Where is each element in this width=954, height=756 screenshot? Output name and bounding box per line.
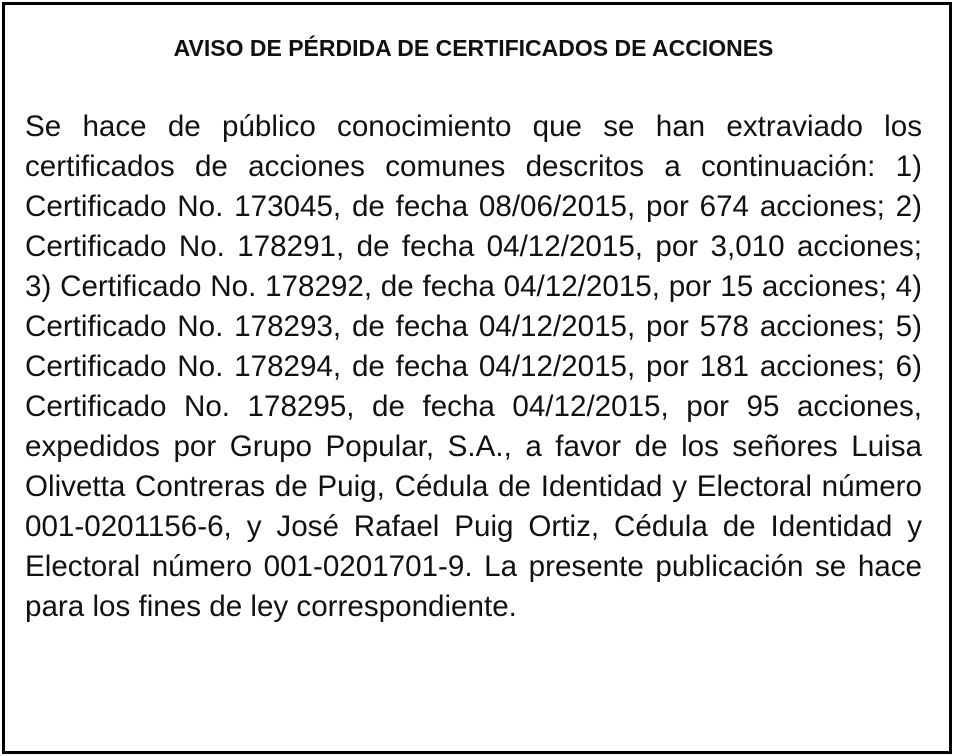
notice-title: AVISO DE PÉRDIDA DE CERTIFICADOS DE ACCIONES (173, 35, 774, 61)
notice-body: Se hace de público conocimiento que se han extraviado los certificados de acciones comunes descritos a continuación: 1) Certificado No. 173045, de fecha 08/06/2015, por 674 acciones; 2) Certificado No. 178291, de fecha 04/12/2015, por 3,010 acciones; 3) Certificado No. 178292, de fecha 04/12/2015, por 15 acciones; 4) Certificado No. 178293, de fecha 04/12/2015, por 578 acciones; 5) Certificado No. 178294, de fecha 04/12/2015, por 181 acciones; 6) Certificado No. 178295, de fecha 04/12/2015, por 95 acciones, expedidos por Grupo Popular, S.A., a favor de los señores Luisa Olivetta Contreras de Puig, Cédula de Identidad y Electoral número 001-0201156-6, y José Rafael Puig Ortiz, Cédula de Identidad y Electoral número 001-0201701-9. La presente publicación se hace para los fines de ley correspondiente. (25, 110, 922, 623)
notice-box (2, 2, 952, 754)
